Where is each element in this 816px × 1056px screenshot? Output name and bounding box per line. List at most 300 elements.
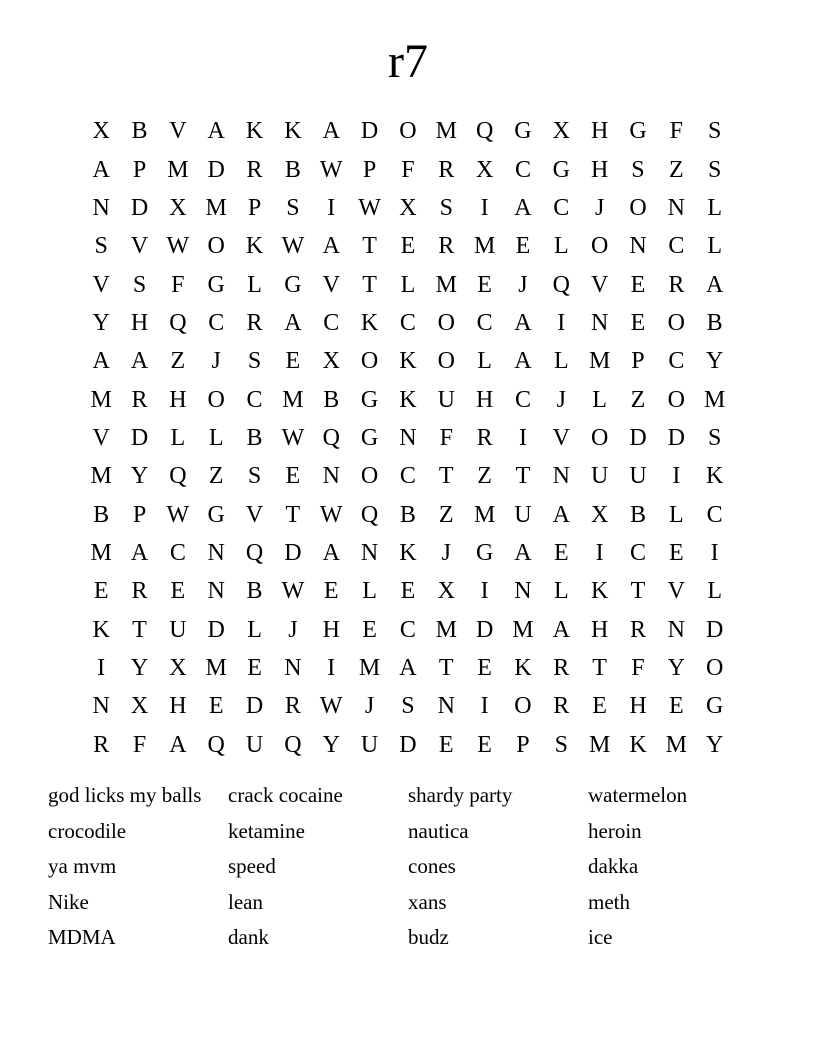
grid-letter: X — [169, 194, 187, 221]
grid-letter: A — [514, 539, 532, 566]
grid-letter: W — [319, 501, 343, 528]
word-list-item: cones — [408, 854, 456, 878]
grid-row — [82, 304, 734, 342]
grid-letter: U — [437, 386, 455, 413]
grid-letter: C — [668, 348, 685, 375]
grid-letter: D — [475, 616, 494, 643]
grid-letter: O — [667, 386, 685, 413]
grid-letter: S — [631, 156, 645, 183]
grid-letter: A — [322, 539, 340, 566]
grid-letter: E — [477, 654, 492, 681]
grid-letter: G — [207, 271, 225, 298]
grid-letter: K — [514, 654, 532, 681]
grid-letter: L — [170, 424, 186, 451]
grid-letter: R — [553, 693, 570, 720]
grid-letter: O — [207, 233, 225, 260]
word-list-item: budz — [408, 925, 449, 949]
grid-letter: N — [284, 654, 302, 681]
grid-letter: O — [437, 309, 455, 336]
grid-letter: G — [207, 501, 225, 528]
grid-row — [82, 380, 734, 418]
grid-row — [82, 227, 734, 265]
grid-letter: R — [246, 309, 263, 336]
grid-letter: C — [246, 386, 263, 413]
grid-letter: D — [706, 616, 724, 643]
grid-letter: C — [553, 194, 570, 221]
grid-letter: E — [247, 654, 262, 681]
grid-letter: S — [707, 118, 722, 145]
grid-letter: E — [208, 693, 224, 720]
grid-letter: O — [360, 463, 379, 490]
word-list-item: nautica — [408, 818, 469, 843]
grid-letter: S — [554, 731, 568, 758]
grid-letter: N — [552, 463, 570, 490]
grid-letter: P — [132, 156, 147, 183]
grid-row — [82, 265, 734, 303]
grid-letter: Y — [130, 654, 149, 681]
grid-letter: D — [399, 731, 417, 758]
grid-letter: M — [282, 386, 304, 413]
grid-letter: A — [706, 271, 724, 298]
grid-letter: O — [437, 348, 455, 375]
grid-letter: X — [322, 348, 340, 375]
grid-letter: O — [514, 693, 532, 720]
grid-row — [82, 572, 734, 610]
grid-letter: D — [207, 156, 225, 183]
grid-row — [82, 150, 734, 188]
grid-letter: A — [284, 309, 302, 336]
grid-letter: E — [630, 271, 646, 298]
grid-row — [82, 687, 734, 725]
grid-letter: B — [399, 501, 416, 528]
grid-letter: E — [362, 616, 377, 643]
grid-letter: I — [518, 424, 527, 451]
grid-letter: A — [514, 348, 532, 375]
grid-row — [82, 726, 734, 764]
grid-letter: E — [668, 539, 684, 566]
grid-letter: E — [592, 693, 607, 720]
grid-letter: M — [588, 731, 611, 758]
grid-letter: B — [246, 578, 263, 605]
grid-letter: E — [400, 233, 416, 260]
grid-letter: M — [665, 731, 687, 758]
grid-letter: E — [477, 271, 492, 298]
grid-letter: R — [93, 731, 110, 758]
grid-letter: O — [590, 233, 609, 260]
grid-letter: N — [399, 424, 417, 451]
grid-letter: I — [327, 654, 336, 681]
grid-letter: K — [245, 118, 264, 145]
grid-letter: C — [208, 309, 225, 336]
grid-letter: G — [360, 386, 379, 413]
grid-letter: J — [288, 616, 298, 643]
grid-letter: N — [514, 578, 532, 605]
word-search-grid — [82, 112, 734, 764]
grid-letter: Q — [284, 731, 302, 758]
grid-letter: R — [668, 271, 685, 298]
grid-letter: U — [169, 616, 187, 643]
grid-letter: I — [595, 539, 604, 566]
grid-letter: R — [553, 654, 570, 681]
grid-letter: K — [399, 386, 417, 413]
grid-letter: H — [629, 693, 647, 720]
grid-letter: J — [518, 271, 528, 298]
grid-row — [82, 112, 734, 150]
grid-letter: E — [93, 578, 109, 605]
grid-letter: V — [92, 271, 110, 298]
grid-letter: Q — [552, 271, 570, 298]
grid-letter: S — [247, 348, 262, 375]
grid-letter: D — [130, 424, 149, 451]
grid-letter: O — [399, 118, 417, 145]
grid-letter: Q — [169, 309, 187, 336]
grid-letter: I — [480, 194, 489, 221]
grid-letter: L — [668, 501, 684, 528]
grid-letter: I — [557, 309, 566, 336]
grid-letter: A — [92, 156, 110, 183]
grid-letter: P — [362, 156, 377, 183]
grid-letter: B — [246, 424, 263, 451]
grid-letter: S — [401, 693, 415, 720]
grid-letter: X — [169, 654, 187, 681]
grid-letter: T — [362, 271, 377, 298]
grid-letter: J — [211, 348, 221, 375]
grid-letter: W — [281, 578, 305, 605]
grid-letter: A — [399, 654, 417, 681]
grid-letter: Z — [630, 386, 646, 413]
grid-letter: O — [629, 194, 647, 221]
grid-row — [82, 419, 734, 457]
grid-letter: L — [477, 348, 492, 375]
grid-letter: I — [480, 578, 489, 605]
grid-letter: A — [514, 309, 532, 336]
grid-letter: U — [590, 463, 609, 490]
grid-letter: Q — [245, 539, 264, 566]
grid-letter: K — [399, 539, 417, 566]
grid-letter: X — [552, 118, 570, 145]
grid-letter: K — [590, 578, 609, 605]
grid-letter: I — [672, 463, 681, 490]
grid-letter: X — [590, 501, 609, 528]
grid-letter: N — [207, 539, 225, 566]
grid-letter: M — [435, 118, 457, 145]
grid-letter: L — [707, 233, 722, 260]
grid-letter: B — [131, 118, 148, 145]
grid-letter: S — [132, 271, 147, 298]
grid-letter: E — [553, 539, 569, 566]
grid-letter: L — [707, 194, 722, 221]
grid-letter: Q — [322, 424, 340, 451]
grid-letter: K — [245, 233, 264, 260]
grid-letter: M — [473, 233, 496, 260]
grid-letter: F — [631, 654, 645, 681]
grid-letter: A — [207, 118, 225, 145]
grid-letter: G — [629, 118, 647, 145]
grid-letter: H — [475, 386, 494, 413]
grid-letter: R — [246, 156, 263, 183]
grid-letter: C — [668, 233, 685, 260]
grid-letter: Y — [322, 731, 340, 758]
word-list-item: heroin — [588, 818, 642, 843]
grid-letter: F — [401, 156, 415, 183]
grid-letter: B — [93, 501, 110, 528]
grid-letter: H — [590, 616, 609, 643]
grid-letter: D — [207, 616, 225, 643]
grid-letter: I — [97, 654, 106, 681]
grid-letter: E — [285, 463, 301, 490]
grid-letter: A — [322, 233, 340, 260]
grid-letter: V — [667, 578, 685, 605]
grid-letter: L — [707, 578, 722, 605]
grid-letter: P — [247, 194, 262, 221]
grid-letter: X — [475, 156, 494, 183]
grid-letter: T — [285, 501, 301, 528]
grid-letter: W — [319, 693, 343, 720]
grid-letter: G — [706, 693, 724, 720]
grid-letter: S — [94, 233, 108, 260]
grid-letter: G — [284, 271, 302, 298]
grid-row — [82, 189, 734, 227]
grid-letter: M — [435, 616, 457, 643]
grid-letter: O — [207, 386, 225, 413]
grid-letter: A — [169, 731, 187, 758]
grid-letter: R — [476, 424, 493, 451]
grid-letter: Q — [360, 501, 379, 528]
grid-letter: O — [590, 424, 609, 451]
grid-letter: A — [552, 501, 570, 528]
grid-letter: U — [514, 501, 532, 528]
grid-letter: V — [322, 271, 340, 298]
grid-letter: E — [515, 233, 531, 260]
word-list-item: ice — [588, 925, 613, 949]
grid-letter: C — [476, 309, 493, 336]
grid-letter: D — [629, 424, 647, 451]
grid-letter: X — [437, 578, 455, 605]
word-list-item: dank — [228, 925, 269, 949]
page-title: r7 — [388, 35, 428, 88]
word-list-item: xans — [408, 889, 447, 914]
grid-letter: I — [710, 539, 719, 566]
grid-letter: I — [327, 194, 336, 221]
word-list-item: dakka — [588, 854, 639, 878]
grid-letter: J — [594, 194, 605, 221]
word-list — [48, 778, 768, 956]
grid-letter: B — [284, 156, 301, 183]
grid-letter: L — [247, 271, 262, 298]
grid-letter: Y — [130, 463, 149, 490]
grid-letter: Z — [208, 463, 224, 490]
grid-letter: W — [319, 156, 343, 183]
grid-letter: K — [284, 118, 302, 145]
grid-letter: E — [400, 578, 416, 605]
grid-letter: M — [205, 194, 227, 221]
grid-letter: L — [592, 386, 607, 413]
grid-letter: A — [130, 348, 149, 375]
grid-letter: N — [629, 233, 647, 260]
grid-letter: T — [515, 463, 531, 490]
grid-letter: L — [400, 271, 416, 298]
grid-letter: C — [514, 156, 531, 183]
grid-letter: J — [364, 693, 375, 720]
word-list-item: meth — [588, 889, 630, 914]
grid-letter: V — [169, 118, 187, 145]
word-list-item: lean — [228, 889, 263, 914]
grid-letter: N — [667, 194, 685, 221]
grid-letter: D — [130, 194, 149, 221]
grid-letter: M — [473, 501, 496, 528]
grid-letter: K — [629, 731, 647, 758]
grid-letter: A — [322, 118, 340, 145]
grid-letter: H — [322, 616, 340, 643]
grid-letter: X — [92, 118, 110, 145]
grid-letter: D — [667, 424, 685, 451]
grid-letter: J — [556, 386, 566, 413]
grid-letter: M — [167, 156, 189, 183]
grid-letter: K — [360, 309, 379, 336]
grid-letter: N — [590, 309, 609, 336]
grid-letter: N — [322, 463, 340, 490]
grid-letter: M — [205, 654, 227, 681]
grid-letter: P — [631, 348, 645, 375]
grid-letter: M — [704, 386, 726, 413]
grid-letter: E — [285, 348, 301, 375]
grid-letter: Y — [706, 731, 724, 758]
grid-letter: D — [245, 693, 264, 720]
grid-letter: B — [629, 501, 646, 528]
word-list-item: shardy party — [408, 783, 513, 807]
grid-letter: G — [475, 539, 494, 566]
grid-letter: Z — [438, 501, 454, 528]
grid-letter: U — [360, 731, 379, 758]
word-list-item: crack cocaine — [228, 783, 343, 807]
grid-letter: E — [170, 578, 186, 605]
grid-letter: V — [590, 271, 609, 298]
grid-letter: L — [362, 578, 377, 605]
grid-letter: H — [169, 693, 187, 720]
grid-letter: S — [286, 194, 300, 221]
grid-letter: V — [552, 424, 570, 451]
grid-letter: O — [360, 348, 379, 375]
word-list-item: Nike — [48, 889, 89, 914]
grid-letter: F — [171, 271, 185, 298]
grid-letter: T — [438, 654, 454, 681]
grid-letter: B — [323, 386, 340, 413]
grid-letter: W — [281, 424, 305, 451]
grid-letter: S — [707, 156, 722, 183]
grid-letter: W — [358, 194, 381, 221]
grid-letter: C — [399, 616, 416, 643]
grid-letter: E — [477, 731, 492, 758]
grid-letter: R — [131, 386, 148, 413]
grid-letter: A — [92, 348, 110, 375]
grid-letter: X — [130, 693, 149, 720]
grid-letter: N — [667, 616, 685, 643]
grid-letter: M — [90, 463, 112, 490]
grid-letter: Q — [169, 463, 187, 490]
grid-letter: P — [516, 731, 530, 758]
grid-letter: Q — [207, 731, 225, 758]
grid-letter: T — [630, 578, 646, 605]
grid-row — [82, 342, 734, 380]
grid-letter: A — [130, 539, 149, 566]
grid-letter: J — [441, 539, 451, 566]
word-list-item: ketamine — [228, 818, 305, 843]
grid-row — [82, 495, 734, 533]
grid-letter: C — [169, 539, 186, 566]
grid-letter: O — [706, 654, 724, 681]
grid-letter: W — [281, 233, 305, 260]
grid-letter: L — [553, 348, 569, 375]
grid-letter: T — [132, 616, 147, 643]
grid-letter: C — [629, 539, 646, 566]
grid-letter: R — [438, 156, 455, 183]
grid-letter: T — [362, 233, 377, 260]
grid-letter: T — [438, 463, 454, 490]
grid-letter: N — [360, 539, 379, 566]
grid-letter: N — [92, 194, 110, 221]
grid-letter: Z — [477, 463, 492, 490]
grid-letter: A — [514, 194, 532, 221]
grid-letter: U — [245, 731, 264, 758]
grid-letter: M — [588, 348, 611, 375]
grid-letter: Y — [706, 348, 724, 375]
grid-letter: F — [132, 731, 147, 758]
grid-letter: R — [284, 693, 301, 720]
grid-row — [82, 649, 734, 687]
word-list-item: ya mvm — [48, 854, 117, 878]
grid-letter: Q — [475, 118, 494, 145]
grid-letter: L — [208, 424, 224, 451]
word-list-item: speed — [228, 854, 276, 878]
grid-letter: S — [247, 463, 262, 490]
grid-letter: B — [706, 309, 723, 336]
grid-letter: M — [358, 654, 381, 681]
grid-letter: H — [169, 386, 187, 413]
word-list-item: MDMA — [48, 925, 116, 949]
grid-letter: R — [131, 578, 148, 605]
grid-letter: Y — [92, 309, 110, 336]
grid-letter: D — [360, 118, 379, 145]
grid-letter: A — [552, 616, 570, 643]
grid-letter: U — [629, 463, 647, 490]
grid-letter: S — [707, 424, 722, 451]
grid-letter: E — [438, 731, 454, 758]
grid-letter: O — [667, 309, 685, 336]
grid-letter: V — [130, 233, 149, 260]
grid-letter: V — [245, 501, 264, 528]
grid-letter: M — [435, 271, 457, 298]
grid-letter: L — [247, 616, 262, 643]
word-list-item: crocodile — [48, 818, 127, 843]
grid-letter: G — [360, 424, 379, 451]
grid-letter: I — [480, 693, 489, 720]
grid-letter: F — [669, 118, 683, 145]
grid-row — [82, 534, 734, 572]
grid-letter: H — [590, 156, 609, 183]
grid-letter: H — [590, 118, 609, 145]
grid-letter: M — [90, 539, 112, 566]
grid-letter: R — [438, 233, 455, 260]
grid-letter: T — [592, 654, 607, 681]
grid-letter: Z — [170, 348, 186, 375]
grid-row — [82, 610, 734, 648]
grid-letter: F — [439, 424, 453, 451]
grid-letter: C — [399, 463, 416, 490]
grid-letter: N — [437, 693, 455, 720]
grid-letter: M — [90, 386, 112, 413]
grid-letter: W — [166, 501, 190, 528]
grid-letter: E — [323, 578, 339, 605]
